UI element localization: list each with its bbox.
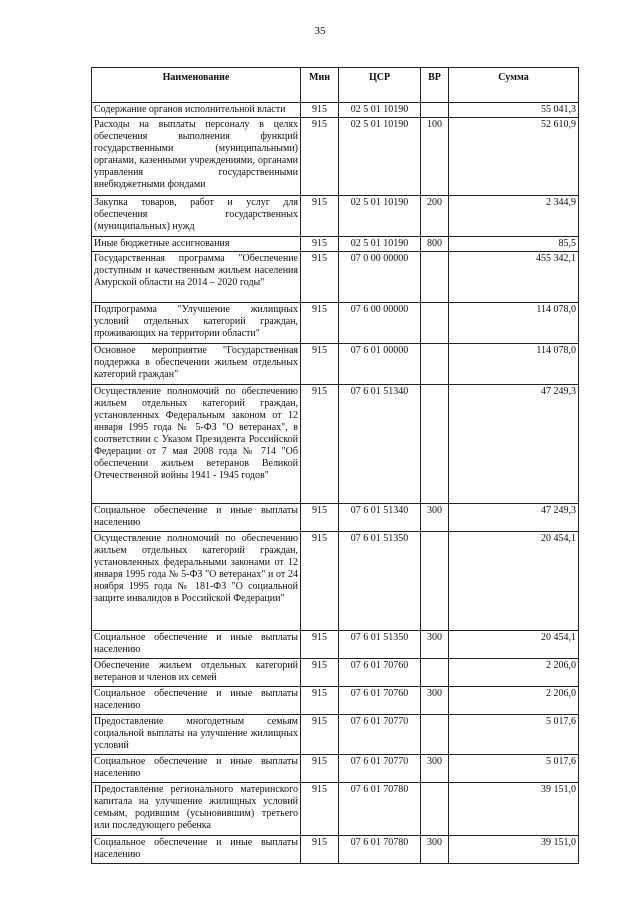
table-row: [92, 631, 579, 659]
cell-name: Иные бюджетные ассигнования: [92, 237, 301, 252]
cell-name: Социальное обеспечение и иные выплаты населению: [92, 504, 301, 532]
cell-vr: 300: [421, 631, 449, 659]
cell-csr: 07 6 01 70770: [339, 715, 421, 755]
cell-sum: 114 078,0: [449, 303, 579, 344]
cell-sum: 20 454,1: [449, 532, 579, 631]
cell-min: 915: [301, 303, 339, 344]
cell-min: 915: [301, 118, 339, 196]
cell-min: 915: [301, 532, 339, 631]
cell-min: 915: [301, 237, 339, 252]
cell-vr: 200: [421, 196, 449, 237]
budget-table: [91, 67, 579, 864]
cell-sum: 114 078,0: [449, 344, 579, 385]
cell-sum: 2 206,0: [449, 659, 579, 687]
cell-csr: 07 6 01 51350: [339, 532, 421, 631]
cell-vr: [421, 715, 449, 755]
header-name: Наименование: [92, 68, 301, 103]
cell-sum: 85,5: [449, 237, 579, 252]
cell-min: 915: [301, 103, 339, 118]
header-min: Мин: [301, 68, 339, 103]
cell-min: 915: [301, 196, 339, 237]
cell-name: Осуществление полномочий по обеспечению жильем отдельных категорий граждан, установленных федеральными законами от 12 января 1995 года № 5-ФЗ "О ветеранах" и от 24 ноября 1995 года № 181-ФЗ "О социальной защите инвалидов в Российской Федерации": [92, 532, 301, 631]
cell-name: Предоставление регионального материнского капитала на улучшение жилищных условий семьям, родившим (усыновившим) третьего или последующего ребенка: [92, 783, 301, 836]
table-row: [92, 103, 579, 118]
cell-name: Осуществление полномочий по обеспечению жильем отдельных категорий граждан, установленных Федеральным законом от 12 января 1995 года № 5-ФЗ "О ветеранах", в соответствии с Указом Президента Российской Федерации от 7 мая 2008 года № 714 "Об обеспечении жильем ветеранов Великой Отечественной войны 1941 - 1945 годов": [92, 385, 301, 504]
cell-name: Социальное обеспечение и иные выплаты населению: [92, 755, 301, 783]
table-row: [92, 715, 579, 755]
cell-name: Государственная программа "Обеспечение доступным и качественным жильем населения Амурской области на 2014 – 2020 годы": [92, 252, 301, 303]
cell-name: Основное мероприятие "Государственная поддержка в обеспечении жильем отдельных категорий граждан": [92, 344, 301, 385]
cell-sum: 2 206,0: [449, 687, 579, 715]
cell-name: Закупка товаров, работ и услуг для обеспечения государственных (муниципальных) нужд: [92, 196, 301, 237]
cell-csr: 07 6 01 00000: [339, 344, 421, 385]
cell-min: 915: [301, 252, 339, 303]
cell-vr: [421, 385, 449, 504]
header-csr: ЦСР: [339, 68, 421, 103]
cell-csr: 07 6 01 51350: [339, 631, 421, 659]
cell-name: Обеспечение жильем отдельных категорий ветеранов и членов их семей: [92, 659, 301, 687]
cell-name: Социальное обеспечение и иные выплаты населению: [92, 836, 301, 864]
cell-csr: 07 6 01 51340: [339, 385, 421, 504]
cell-csr: 07 6 00 00000: [339, 303, 421, 344]
table-row: [92, 252, 579, 303]
cell-sum: 2 344,9: [449, 196, 579, 237]
cell-sum: 39 151,0: [449, 836, 579, 864]
cell-name: Социальное обеспечение и иные выплаты населению: [92, 687, 301, 715]
cell-vr: 100: [421, 118, 449, 196]
cell-vr: 300: [421, 687, 449, 715]
cell-min: 915: [301, 504, 339, 532]
cell-name: Подпрограмма "Улучшение жилищных условий отдельных категорий граждан, проживающих на территории области": [92, 303, 301, 344]
cell-csr: 07 0 00 00000: [339, 252, 421, 303]
table-row: [92, 532, 579, 631]
cell-min: 915: [301, 687, 339, 715]
cell-name: Содержание органов исполнительной власти: [92, 103, 301, 118]
table-row: [92, 659, 579, 687]
cell-sum: 39 151,0: [449, 783, 579, 836]
cell-vr: [421, 103, 449, 118]
cell-sum: 47 249,3: [449, 504, 579, 532]
cell-name: Расходы на выплаты персоналу в целях обеспечения выполнения функций государственными (муниципальными) органами, казенными учреждениями, органами управления государственными внебюджетными фондами: [92, 118, 301, 196]
cell-min: 915: [301, 755, 339, 783]
cell-min: 915: [301, 344, 339, 385]
cell-csr: 02 5 01 10190: [339, 103, 421, 118]
cell-min: 915: [301, 659, 339, 687]
cell-vr: [421, 532, 449, 631]
table-row: [92, 237, 579, 252]
cell-vr: [421, 783, 449, 836]
table-row: [92, 504, 579, 532]
cell-vr: 300: [421, 504, 449, 532]
cell-sum: 55 041,3: [449, 103, 579, 118]
cell-csr: 07 6 01 70780: [339, 783, 421, 836]
cell-sum: 47 249,3: [449, 385, 579, 504]
cell-sum: 52 610,9: [449, 118, 579, 196]
cell-vr: 300: [421, 836, 449, 864]
cell-name: Предоставление многодетным семьям социальной выплаты на улучшение жилищных условий: [92, 715, 301, 755]
cell-min: 915: [301, 631, 339, 659]
cell-vr: 800: [421, 237, 449, 252]
table-header-row: [92, 68, 579, 103]
cell-csr: 07 6 01 51340: [339, 504, 421, 532]
cell-csr: 02 5 01 10190: [339, 196, 421, 237]
cell-sum: 5 017,6: [449, 715, 579, 755]
table-row: [92, 755, 579, 783]
cell-vr: 300: [421, 755, 449, 783]
table-row: [92, 836, 579, 864]
cell-csr: 02 5 01 10190: [339, 237, 421, 252]
cell-min: 915: [301, 385, 339, 504]
cell-min: 915: [301, 715, 339, 755]
table-body: [92, 103, 579, 864]
cell-csr: 07 6 01 70770: [339, 755, 421, 783]
table-row: [92, 385, 579, 504]
cell-csr: 07 6 01 70760: [339, 687, 421, 715]
table-row: [92, 783, 579, 836]
table-row: [92, 687, 579, 715]
cell-sum: 20 454,1: [449, 631, 579, 659]
cell-sum: 455 342,1: [449, 252, 579, 303]
cell-csr: 07 6 01 70780: [339, 836, 421, 864]
cell-min: 915: [301, 836, 339, 864]
table-row: [92, 303, 579, 344]
cell-sum: 5 017,6: [449, 755, 579, 783]
cell-vr: [421, 252, 449, 303]
cell-csr: 07 6 01 70760: [339, 659, 421, 687]
cell-min: 915: [301, 783, 339, 836]
table-row: [92, 118, 579, 196]
cell-vr: [421, 344, 449, 385]
table-row: [92, 344, 579, 385]
cell-vr: [421, 659, 449, 687]
page-number: 35: [314, 25, 326, 37]
table-row: [92, 196, 579, 237]
header-sum: Сумма: [449, 68, 579, 103]
cell-name: Социальное обеспечение и иные выплаты населению: [92, 631, 301, 659]
cell-vr: [421, 303, 449, 344]
cell-csr: 02 5 01 10190: [339, 118, 421, 196]
header-vr: ВР: [421, 68, 449, 103]
